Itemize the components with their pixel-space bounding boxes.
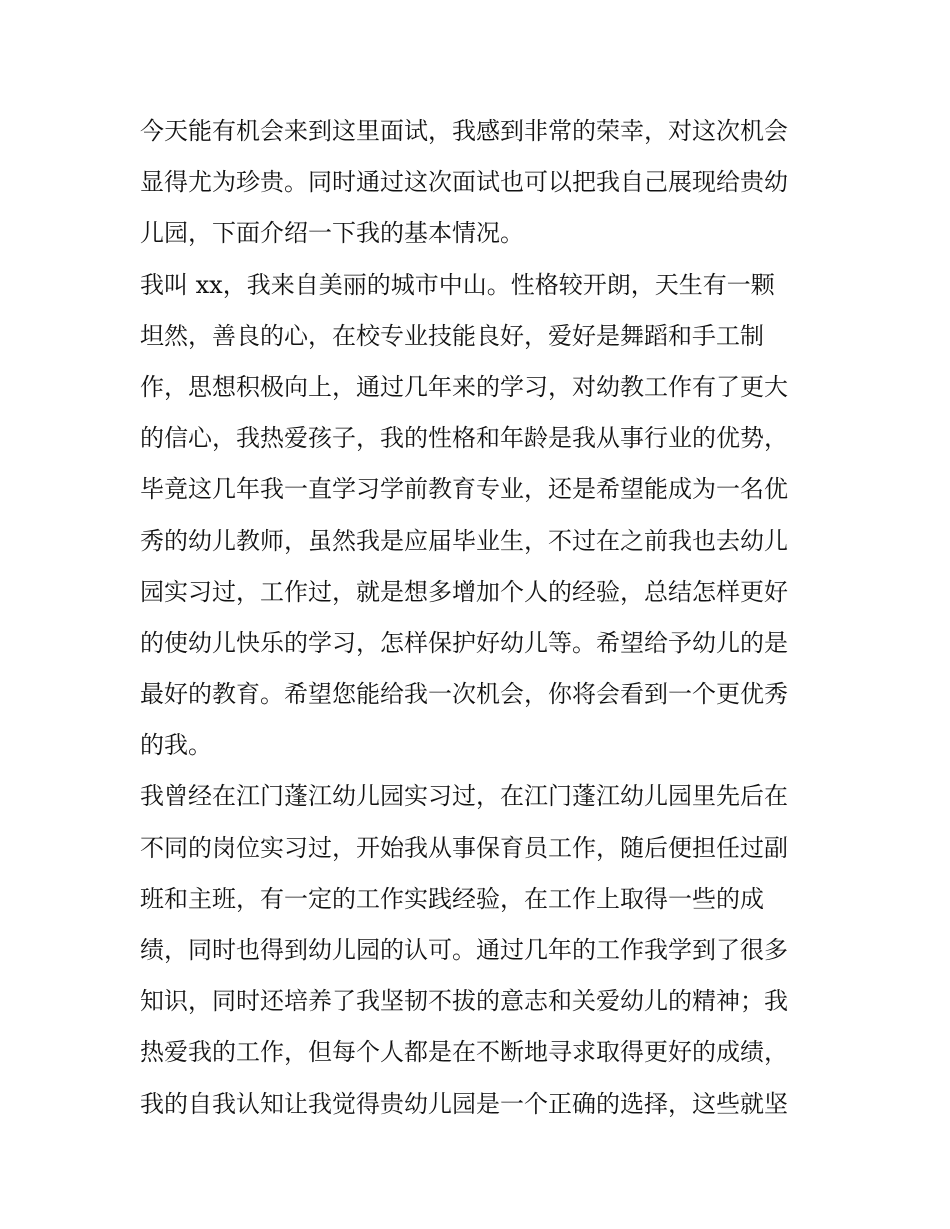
text-line: 坦然，善良的心，在校专业技能良好，爱好是舞蹈和手工制 bbox=[140, 321, 764, 350]
text-line: 毕竟这几年我一直学习学前教育专业，还是希望能成为一名优 bbox=[140, 475, 788, 504]
text-line: 园实习过，工作过，就是想多增加个人的经验，总结怎样更好 bbox=[140, 577, 788, 606]
text-line: 我曾经在江门蓬江幼儿园实习过，在江门蓬江幼儿园里先后在 bbox=[140, 782, 788, 811]
text-line: 的使幼儿快乐的学习，怎样保护好幼儿等。希望给予幼儿的是 bbox=[140, 628, 788, 657]
text-line: 显得尤为珍贵。同时通过这次面试也可以把我自己展现给贵幼 bbox=[140, 168, 788, 197]
text-line: 知识，同时还培养了我坚韧不拔的意志和关爱幼儿的精神；我 bbox=[140, 987, 788, 1016]
text-line: 我叫 xx，我来自美丽的城市中山。性格较开朗，天生有一颗 bbox=[140, 270, 775, 299]
text-line: 热爱我的工作，但每个人都是在不断地寻求取得更好的成绩， bbox=[140, 1038, 788, 1067]
text-line: 我的自我认知让我觉得贵幼儿园是一个正确的选择，这些就坚 bbox=[140, 1089, 788, 1118]
text-line: 儿园，下面介绍一下我的基本情况。 bbox=[140, 219, 524, 248]
body-text bbox=[140, 106, 820, 1130]
text-line: 最好的教育。希望您能给我一次机会，你将会看到一个更优秀 bbox=[140, 680, 788, 709]
text-line: 作，思想积极向上，通过几年来的学习，对幼教工作有了更大 bbox=[140, 372, 788, 401]
text-line: 今天能有机会来到这里面试，我感到非常的荣幸，对这次机会 bbox=[140, 117, 788, 145]
text-line: 不同的岗位实习过，开始我从事保育员工作，随后便担任过副 bbox=[140, 833, 788, 862]
text-line: 绩，同时也得到幼儿园的认可。通过几年的工作我学到了很多 bbox=[140, 936, 788, 964]
text-line: 的信心，我热爱孩子，我的性格和年龄是我从事行业的优势， bbox=[140, 424, 788, 453]
text-line: 的我。 bbox=[140, 731, 212, 760]
text-line: 班和主班，有一定的工作实践经验，在工作上取得一些的成 bbox=[140, 884, 764, 913]
text-line: 秀的幼儿教师，虽然我是应届毕业生，不过在之前我也去幼儿 bbox=[140, 526, 788, 555]
